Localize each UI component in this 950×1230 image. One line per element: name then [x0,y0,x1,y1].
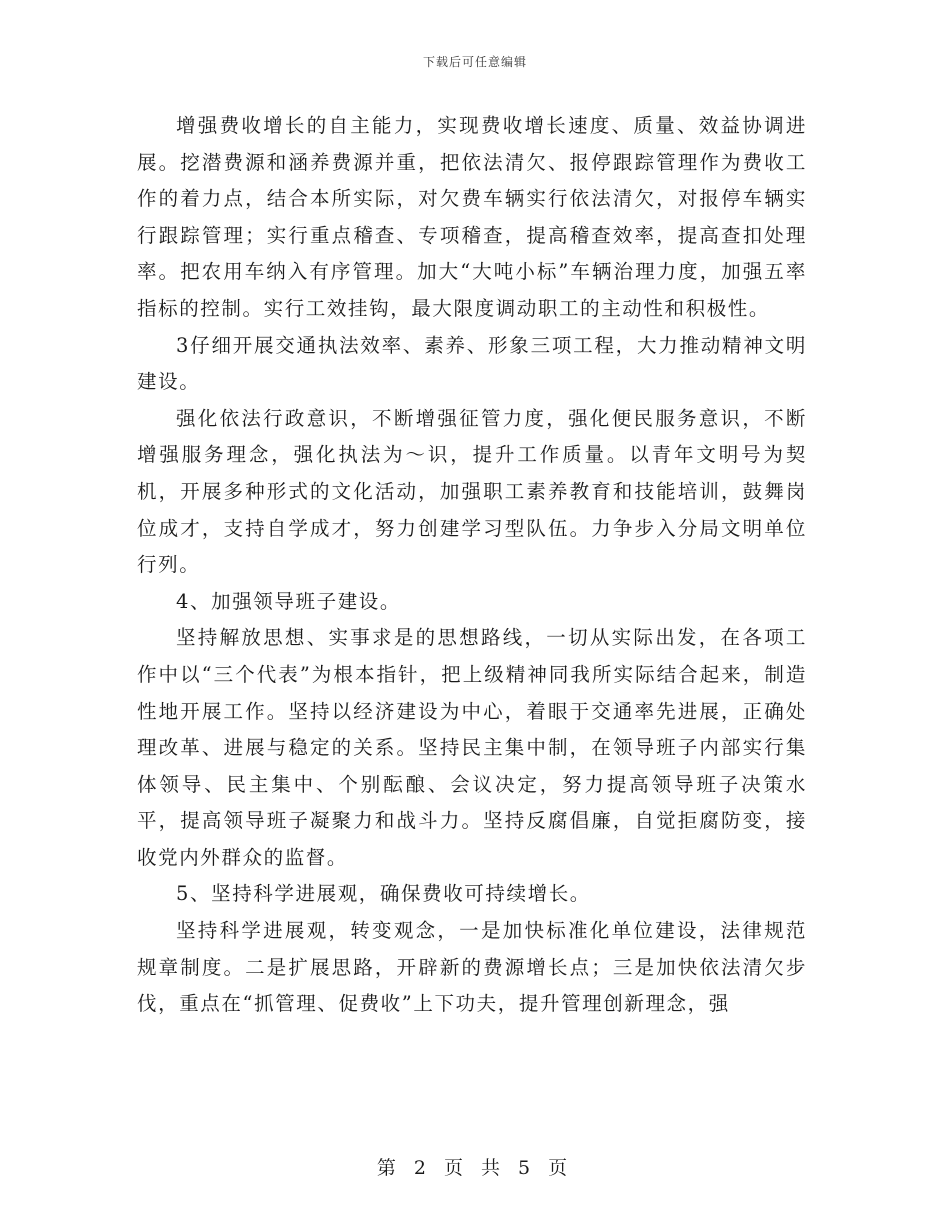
heading-item-3: 3仔细开展交通执法效率、素养、形象三项工程，大力推动精神文明建设。 [137,333,807,394]
page-number: 第 2 页 共 5 页 [376,1157,574,1179]
paragraph-fee-growth: 增强费收增长的自主能力，实现费收增长速度、质量、效益协调进展。挖潜费源和涵养费源并重，把依法清欠、报停跟踪管理作为费收工作的着力点，结合本所实际，对欠费车辆实行依法清欠，对报停车辆实行跟踪管理；实行重点稽查、专项稽查，提高稽查效率，提高查扣处理率。把农用车纳入有序管理。加大“大吨小标”车辆治理力度，加强五率指标的控制。实行工效挂钩，最大限度调动职工的主动性和积极性。 [137,114,807,320]
heading-item-5: 5、坚持科学进展观，确保费收可持续增长。 [176,882,591,906]
page-header-note: 下载后可任意编辑 [422,55,527,69]
paragraph-law-enforcement: 强化依法行政意识，不断增强征管力度，强化便民服务意识，不断增强服务理念，强化执法为～识，提升工作质量。以青年文明号为契机，开展多种形式的文化活动，加强职工素养教育和技能培训，鼓舞岗位成才，支持自学成才，努力创建学习型队伍。力争步入分局文明单位行列。 [137,406,807,577]
paragraph-leadership: 坚持解放思想、实事求是的思想路线，一切从实际出发，在各项工作中以“三个代表”为根本指针，把上级精神同我所实际结合起来，制造性地开展工作。坚持以经济建设为中心，着眼于交通率先进展，正确处理改革、进展与稳定的关系。坚持民主集中制，在领导班子内部实行集体领导、民主集中、个别酝酿、会议决定，努力提高领导班子决策水平，提高领导班子凝聚力和战斗力。坚持反腐倡廉，自觉拒腐防变，接收党内外群众的监督。 [137,626,807,869]
paragraph-scientific-development: 坚持科学进展观，转变观念，一是加快标准化单位建设，法律规范规章制度。二是扩展思路，开辟新的费源增长点；三是加快依法清欠步伐，重点在“抓管理、促费收”上下功夫，提升管理创新理念，强 [137,919,807,1016]
heading-item-4: 4、加强领导班子建设。 [176,589,402,613]
document-body [137,108,807,1023]
